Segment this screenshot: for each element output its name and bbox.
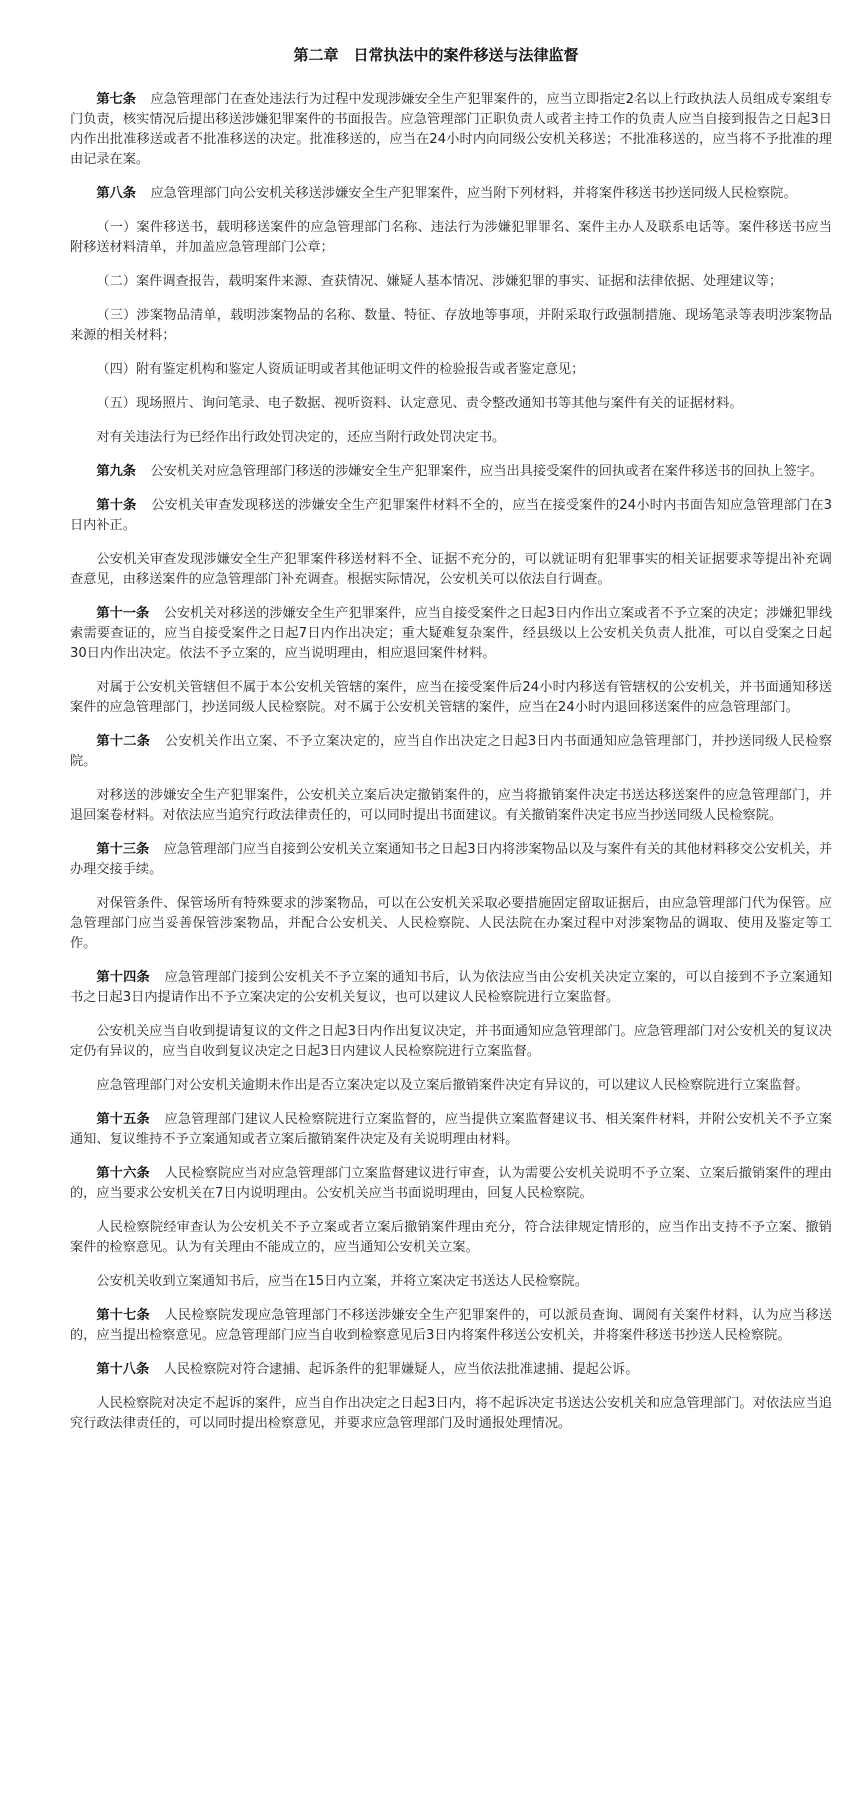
paragraph bbox=[70, 360, 832, 380]
paragraph bbox=[70, 218, 832, 258]
paragraph-text: 公安机关收到立案通知书后，应当在15日内立案，并将立案决定书送达人民检察院。 bbox=[96, 1274, 588, 1289]
paragraph-text: 应急管理部门建议人民检察院进行立案监督的，应当提供立案监督建议书、相关案件材料，并附公安机关不予立案通知、复议维持不予立案通知或者立案后撤销案件决定及有关说明理由材料。 bbox=[70, 1112, 833, 1147]
paragraph-text: 对移送的涉嫌安全生产犯罪案件，公安机关立案后决定撤销案件的，应当将撤销案件决定书送达移送案件的应急管理部门，并退回案卷材料。对依法应当追究行政法律责任的，可以同时提出书面建议。有关撤销案件决定书应当抄送同级人民检察院。 bbox=[70, 788, 832, 823]
paragraph-text: 公安机关审查发现涉嫌安全生产犯罪案件移送材料不全、证据不充分的，可以就证明有犯罪事实的相关证据要求等提出补充调查意见，由移送案件的应急管理部门补充调查。根据实际情况，公安机关可以依法自行调查。 bbox=[70, 552, 832, 587]
article-paragraph bbox=[70, 1110, 832, 1150]
article-number: 第八条 bbox=[96, 186, 136, 201]
article-number: 第十三条 bbox=[96, 842, 150, 857]
paragraph-text: 应急管理部门在查处违法行为过程中发现涉嫌安全生产犯罪案件的，应当立即指定2名以上行政执法人员组成专案组专门负责，核实情况后提出移送涉嫌犯罪案件的书面报告。应急管理部门正职负责人或者主持工作的负责人应当自接到报告之日起3日内作出批准移送或者不批准移送的决定。批准移送的，应当在24小时内向同级公安机关移送；不批准移送的，应当将不予批准的理由记录在案。 bbox=[70, 92, 832, 167]
article-paragraph bbox=[70, 1360, 832, 1380]
paragraph-text: 人民检察院对决定不起诉的案件，应当自作出决定之日起3日内，将不起诉决定书送达公安机关和应急管理部门。对依法应当追究行政法律责任的，可以同时提出检察意见，并要求应急管理部门及时通报处理情况。 bbox=[70, 1396, 832, 1431]
paragraph-text: 公安机关对移送的涉嫌安全生产犯罪案件，应当自接受案件之日起3日内作出立案或者不予立案的决定；涉嫌犯罪线索需要查证的，应当自接受案件之日起7日内作出决定；重大疑难复杂案件，经县级以上公安机关负责人批准，可以自受案之日起30日内作出决定。依法不予立案的，应当说明理由，相应退回案件材料。 bbox=[70, 606, 832, 661]
article-paragraph bbox=[70, 840, 832, 880]
paragraph-text: 应急管理部门应当自接到公安机关立案通知书之日起3日内将涉案物品以及与案件有关的其他材料移交公安机关，并办理交接手续。 bbox=[70, 842, 832, 877]
paragraph bbox=[70, 1272, 832, 1292]
paragraph-text: 应急管理部门接到公安机关不予立案的通知书后，认为依法应当由公安机关决定立案的，可以自接到不予立案通知书之日起3日内提请作出不予立案决定的公安机关复议，也可以建议人民检察院进行立案监督。 bbox=[70, 970, 833, 1005]
paragraph-text: （四）附有鉴定机构和鉴定人资质证明或者其他证明文件的检验报告或者鉴定意见； bbox=[96, 362, 585, 377]
paragraph bbox=[70, 786, 832, 826]
article-paragraph bbox=[70, 1164, 832, 1204]
paragraph-text: （一）案件移送书，载明移送案件的应急管理部门名称、违法行为涉嫌犯罪罪名、案件主办人及联系电话等。案件移送书应当附移送材料清单，并加盖应急管理部门公章； bbox=[70, 220, 832, 255]
article-paragraph bbox=[70, 496, 832, 536]
paragraph-text: 应急管理部门向公安机关移送涉嫌安全生产犯罪案件，应当附下列材料，并将案件移送书抄送同级人民检察院。 bbox=[150, 186, 797, 201]
article-number: 第九条 bbox=[96, 464, 136, 479]
paragraph-text: 对有关违法行为已经作出行政处罚决定的，还应当附行政处罚决定书。 bbox=[96, 430, 506, 445]
paragraph-text: （五）现场照片、询问笔录、电子数据、视听资料、认定意见、责令整改通知书等其他与案件有关的证据材料。 bbox=[96, 396, 743, 411]
paragraph-text: 人民检察院经审查认为公安机关不予立案或者立案后撤销案件理由充分，符合法律规定情形的，应当作出支持不予立案、撤销案件的检察意见。认为有关理由不能成立的，应当通知公安机关立案。 bbox=[70, 1220, 832, 1255]
paragraph bbox=[70, 1022, 832, 1062]
paragraph-text: 公安机关审查发现移送的涉嫌安全生产犯罪案件材料不全的，应当在接受案件的24小时内书面告知应急管理部门在3日内补正。 bbox=[70, 498, 833, 533]
paragraph-text: 应急管理部门对公安机关逾期未作出是否立案决定以及立案后撤销案件决定有异议的，可以建议人民检察院进行立案监督。 bbox=[96, 1078, 809, 1093]
article-paragraph bbox=[70, 604, 832, 664]
paragraph-text: 公安机关对应急管理部门移送的涉嫌安全生产犯罪案件，应当出具接受案件的回执或者在案件移送书的回执上签字。 bbox=[150, 464, 824, 479]
paragraph-text: 公安机关应当自收到提请复议的文件之日起3日内作出复议决定，并书面通知应急管理部门。应急管理部门对公安机关的复议决定仍有异议的，应当自收到复议决定之日起3日内建议人民检察院进行立案监督。 bbox=[70, 1024, 832, 1059]
article-paragraph bbox=[70, 184, 832, 204]
article-paragraph bbox=[70, 462, 832, 482]
article-number: 第十条 bbox=[96, 498, 137, 513]
paragraph bbox=[70, 678, 832, 718]
article-number: 第十七条 bbox=[96, 1308, 150, 1323]
paragraph bbox=[70, 272, 832, 292]
article-number: 第十二条 bbox=[96, 734, 151, 749]
paragraph bbox=[70, 306, 832, 346]
paragraph bbox=[70, 394, 832, 414]
paragraph bbox=[70, 894, 832, 954]
paragraph bbox=[70, 550, 832, 590]
paragraph-text: 人民检察院应当对应急管理部门立案监督建议进行审查，认为需要公安机关说明不予立案、立案后撤销案件的理由的，应当要求公安机关在7日内说明理由。公安机关应当书面说明理由，回复人民检察院。 bbox=[70, 1166, 833, 1201]
article-paragraph bbox=[70, 732, 832, 772]
article-number: 第七条 bbox=[96, 92, 136, 107]
paragraph-text: （二）案件调查报告，载明案件来源、查获情况、嫌疑人基本情况、涉嫌犯罪的事实、证据和法律依据、处理建议等； bbox=[96, 274, 783, 289]
paragraph bbox=[70, 1076, 832, 1096]
chapter-title: 第二章 日常执法中的案件移送与法律监督 bbox=[293, 46, 579, 64]
paragraph-text: （三）涉案物品清单，载明涉案物品的名称、数量、特征、存放地等事项，并附采取行政强制措施、现场笔录等表明涉案物品来源的相关材料； bbox=[70, 308, 832, 343]
paragraph-text: 人民检察院对符合逮捕、起诉条件的犯罪嫌疑人，应当依法批准逮捕、提起公诉。 bbox=[163, 1362, 639, 1377]
paragraph-text: 公安机关作出立案、不予立案决定的，应当自作出决定之日起3日内书面通知应急管理部门，并抄送同级人民检察院。 bbox=[70, 734, 833, 769]
article-number: 第十八条 bbox=[96, 1362, 150, 1377]
article-number: 第十六条 bbox=[96, 1166, 150, 1181]
paragraph-text: 人民检察院发现应急管理部门不移送涉嫌安全生产犯罪案件的，可以派员查询、调阅有关案件材料，认为应当移送的，应当提出检察意见。应急管理部门应当自收到检察意见后3日内将案件移送公安机关，并将案件移送书抄送人民检察院。 bbox=[70, 1308, 833, 1343]
paragraph bbox=[70, 1394, 832, 1434]
paragraph-text: 对属于公安机关管辖但不属于本公安机关管辖的案件，应当在接受案件后24小时内移送有管辖权的公安机关，并书面通知移送案件的应急管理部门，抄送同级人民检察院。对不属于公安机关管辖的案件，应当在24小时内退回移送案件的应急管理部门。 bbox=[70, 680, 832, 715]
article-number: 第十一条 bbox=[96, 606, 150, 621]
document-body bbox=[70, 90, 832, 1434]
article-paragraph bbox=[70, 1306, 832, 1346]
paragraph bbox=[70, 428, 832, 448]
article-paragraph bbox=[70, 90, 832, 170]
article-paragraph bbox=[70, 968, 832, 1008]
article-number: 第十四条 bbox=[96, 970, 150, 985]
article-number: 第十五条 bbox=[96, 1112, 150, 1127]
paragraph bbox=[70, 1218, 832, 1258]
paragraph-text: 对保管条件、保管场所有特殊要求的涉案物品，可以在公安机关采取必要措施固定留取证据后，由应急管理部门代为保管。应急管理部门应当妥善保管涉案物品，并配合公安机关、人民检察院、人民法院在办案过程中对涉案物品的调取、使用及鉴定等工作。 bbox=[70, 896, 832, 951]
